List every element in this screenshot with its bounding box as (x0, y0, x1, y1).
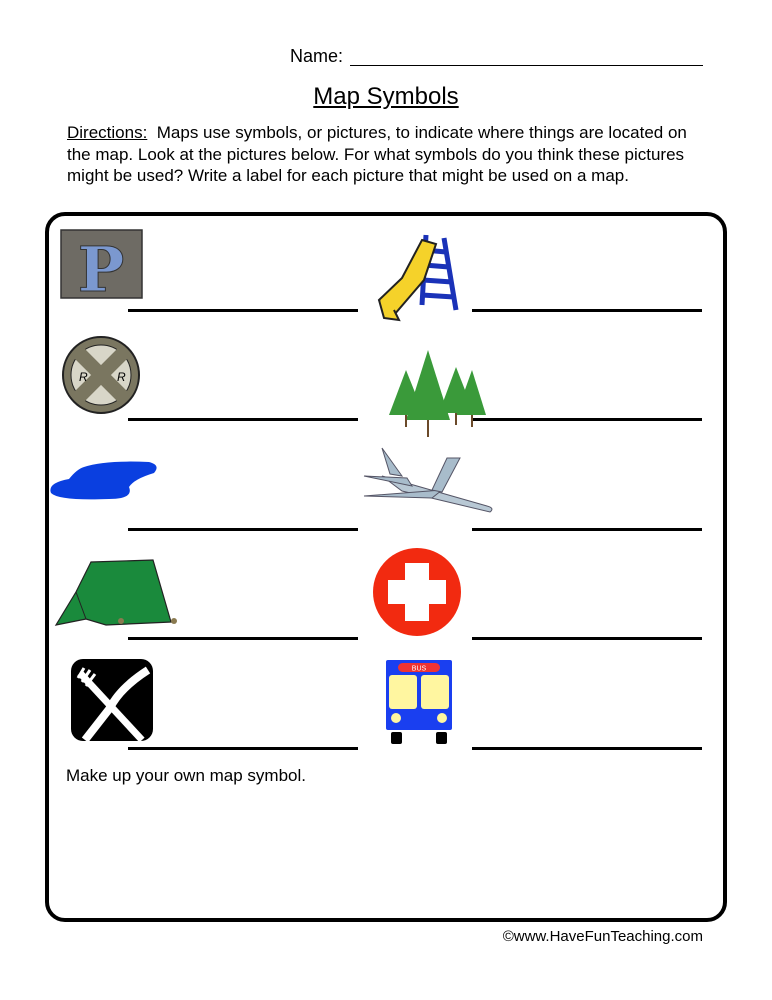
directions-text: Maps use symbols, or pictures, to indicate where things are located on the map. Look at the pictures below. For what symbols do you think these pictures might be used? Write a label for each picture that might be used on a map. (67, 123, 687, 185)
lake-icon (49, 459, 161, 503)
playground-slide-icon (374, 230, 464, 324)
forest-icon (384, 345, 488, 437)
railroad-letter-left: R (79, 370, 88, 384)
parking-icon (60, 229, 144, 300)
bus-stop-icon (384, 658, 454, 746)
name-label: Name: (290, 46, 344, 66)
answer-line-tent[interactable] (128, 637, 358, 640)
airport-icon (362, 446, 498, 516)
directions (67, 122, 707, 187)
directions-label: Directions: (67, 123, 148, 142)
answer-line-slide[interactable] (472, 309, 702, 312)
answer-line-bus[interactable] (472, 747, 702, 750)
answer-line-trees[interactable] (472, 418, 702, 421)
name-field[interactable] (350, 65, 703, 66)
railroad-crossing-icon (61, 335, 143, 415)
campground-icon (46, 557, 182, 629)
railroad-letter-right: R (117, 370, 126, 384)
restaurant-icon (70, 658, 154, 742)
first-aid-icon (372, 547, 463, 638)
parking-letter: P (77, 233, 125, 300)
answer-line-lake[interactable] (128, 528, 358, 531)
answer-line-parking[interactable] (128, 309, 358, 312)
copyright-footer: ©www.HaveFunTeaching.com (502, 928, 703, 945)
page-title (0, 83, 772, 111)
own-symbol-prompt: Make up your own map symbol. (66, 766, 306, 785)
answer-line-hospital[interactable] (472, 637, 702, 640)
bus-label: BUS (411, 665, 427, 673)
answer-line-airplane[interactable] (472, 528, 702, 531)
answer-line-railroad[interactable] (128, 418, 358, 421)
answer-line-restaurant[interactable] (128, 747, 358, 750)
title-text: Map Symbols (313, 83, 459, 110)
